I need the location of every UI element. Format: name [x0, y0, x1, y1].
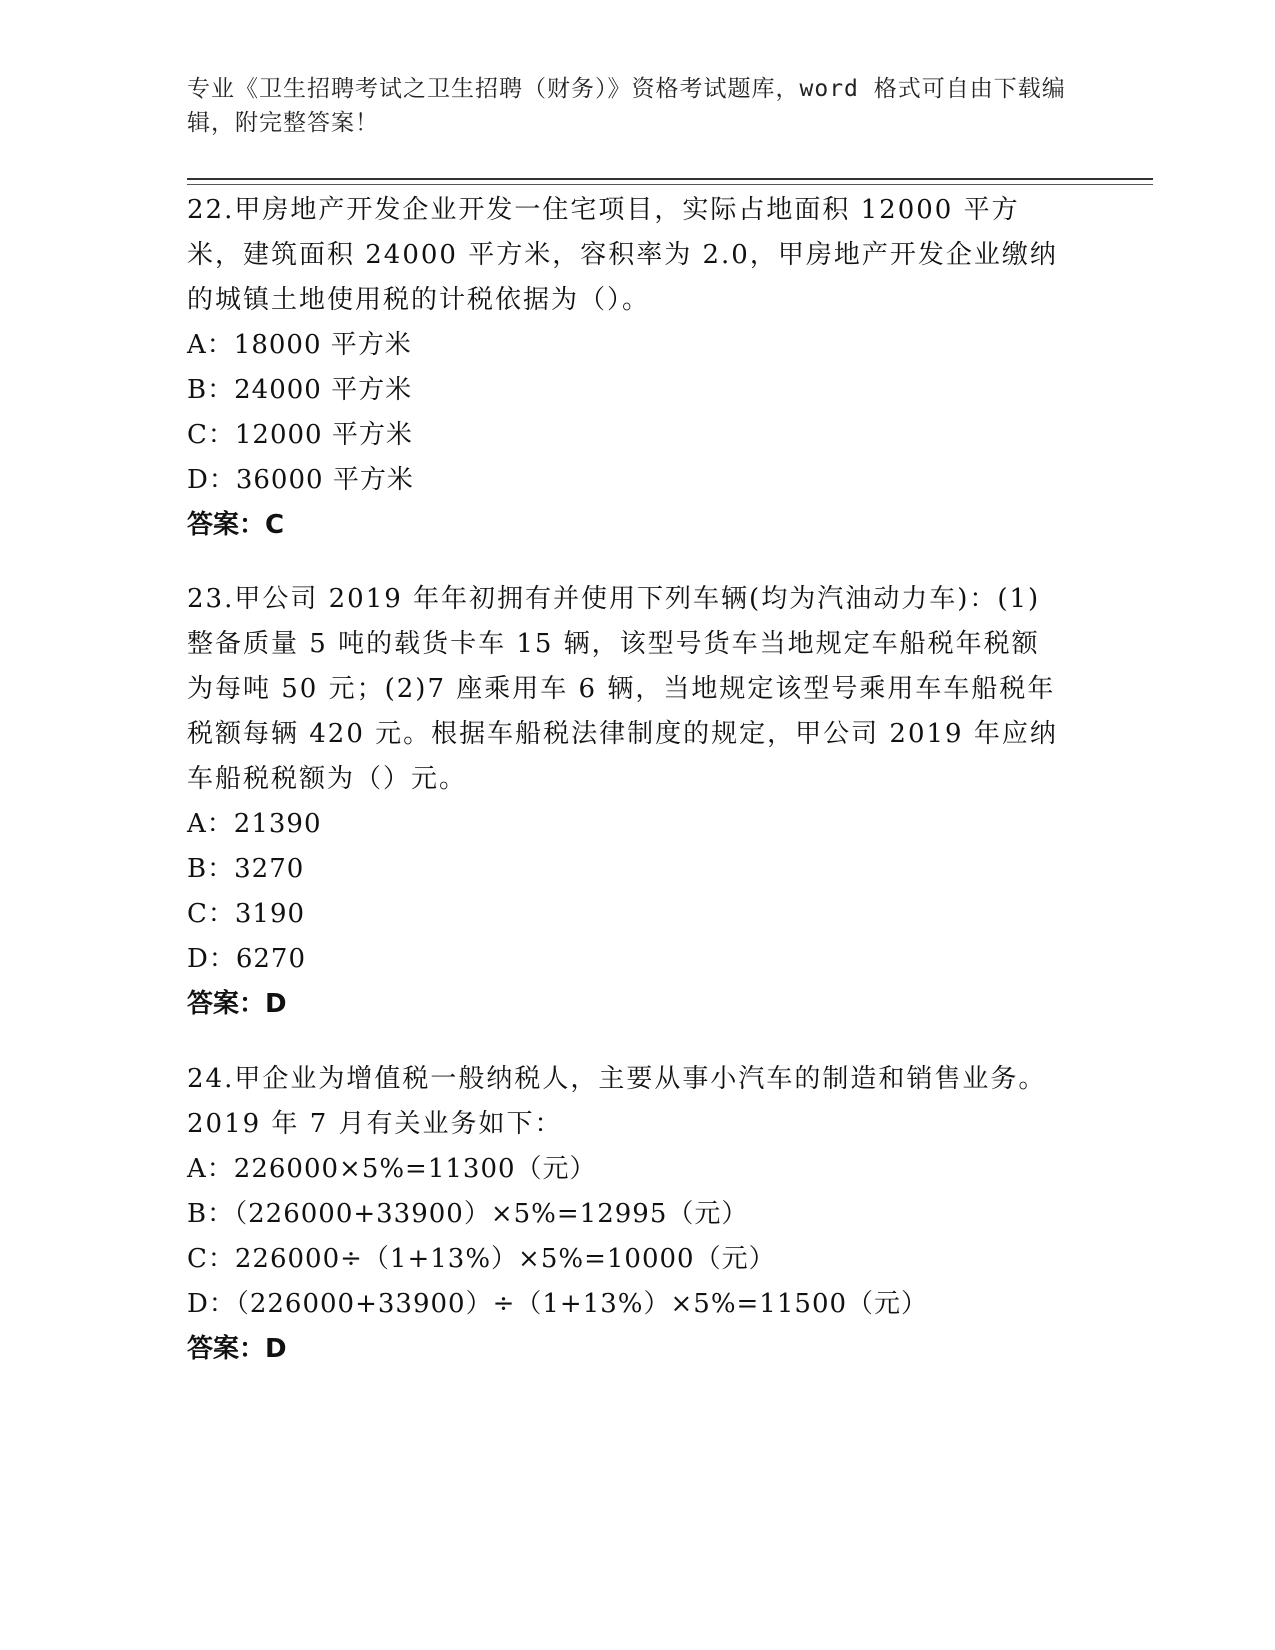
option-c: C：226000÷（1+13%）×5%=10000（元） — [187, 1244, 776, 1274]
option-a: A：21390 — [187, 809, 322, 839]
option-b: B：3270 — [187, 854, 305, 884]
option-c: C：3190 — [187, 899, 306, 929]
answer-line: 答案：D — [187, 989, 287, 1019]
answer-line: 答案：D — [187, 1334, 287, 1364]
option-b: B：24000 平方米 — [187, 375, 413, 405]
question-stem: 24.甲企业为增值税一般纳税人，主要从事小汽车的制造和销售业务。2019 年 7 月有关业务如下： — [187, 1064, 1047, 1139]
document-header: 专业《卫生招聘考试之卫生招聘（财务）》资格考试题库，word 格式可自由下载编辑，附完整答案！ — [187, 76, 1066, 136]
question-23 — [187, 577, 1067, 1027]
option-b: B：（226000+33900）×5%=12995（元） — [187, 1199, 749, 1229]
option-c: C：12000 平方米 — [187, 420, 413, 450]
question-24 — [187, 1057, 1087, 1372]
question-22 — [187, 188, 1067, 548]
option-d: D：（226000+33900）÷（1+13%）×5%=11500（元） — [187, 1289, 929, 1319]
header-divider-thin — [187, 184, 1153, 185]
question-stem: 22.甲房地产开发企业开发一住宅项目，实际占地面积 12000 平方米，建筑面积 24000 平方米，容积率为 2.0，甲房地产开发企业缴纳的城镇土地使用税的计税依据为（）。 — [187, 195, 1058, 315]
option-a: A：226000×5%=11300（元） — [187, 1154, 597, 1184]
question-stem: 23.甲公司 2019 年年初拥有并使用下列车辆(均为汽油动力车)：(1)整备质量 5 吨的载货卡车 15 辆，该型号货车当地规定车船税年税额为每吨 50 元；(2)7 座乘用车 6 辆，当地规定该型号乘用车车船税年税额每辆 420 元。根据车船税法律制度的规定，甲公司 2019 年应纳车船税税额为（）元。 — [187, 584, 1058, 794]
answer-line: 答案：C — [187, 510, 285, 540]
option-d: D：6270 — [187, 944, 307, 974]
header-divider-thick — [187, 178, 1153, 180]
option-a: A：18000 平方米 — [187, 330, 412, 360]
option-d: D：36000 平方米 — [187, 465, 414, 495]
